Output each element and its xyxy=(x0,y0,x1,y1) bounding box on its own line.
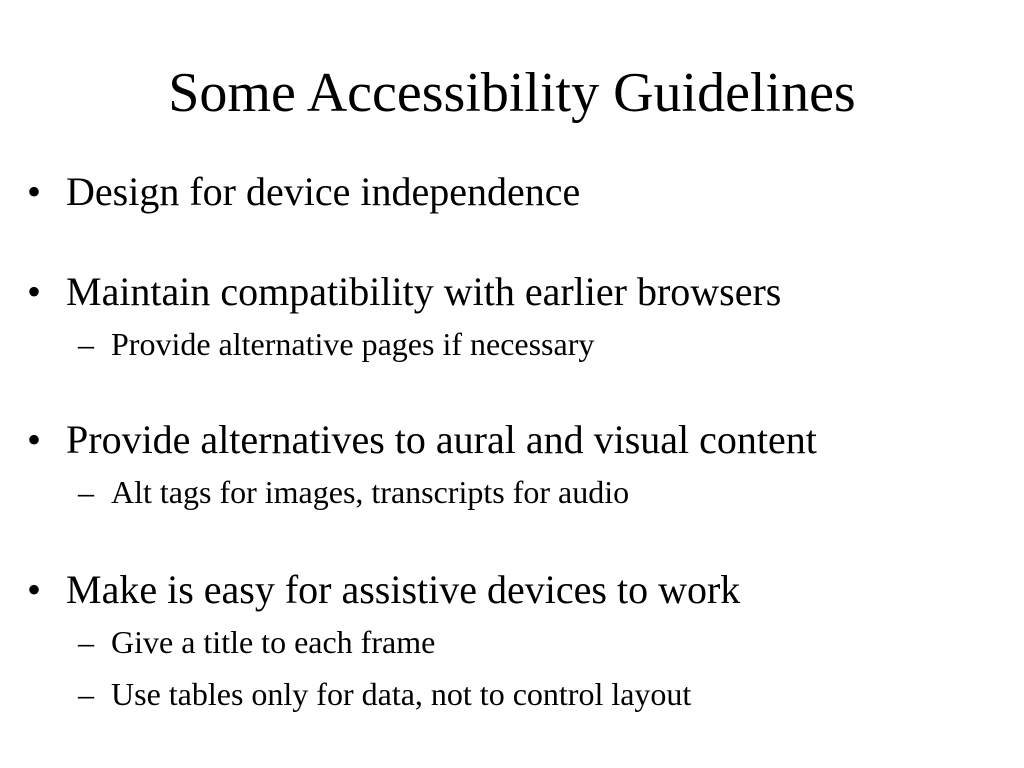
bullet-item xyxy=(0,266,1024,370)
bullet-text: Make is easy for assistive devices to work xyxy=(66,567,741,612)
bullet-line xyxy=(0,266,1024,318)
bullet-dot-icon: • xyxy=(27,269,42,314)
sub-bullet-text: Alt tags for images, transcripts for audio xyxy=(111,474,630,510)
bullet-text: Maintain compatibility with earlier browsers xyxy=(66,269,782,314)
bullet-item xyxy=(0,564,1024,720)
sub-bullet-text: Use tables only for data, not to control layout xyxy=(111,676,692,712)
bullet-text: Design for device independence xyxy=(66,169,581,214)
slide-title: Some Accessibility Guidelines xyxy=(168,62,856,124)
sub-bullet-text: Give a title to each frame xyxy=(111,624,436,660)
sub-bullet-text: Provide alternative pages if necessary xyxy=(111,326,595,362)
bullet-item xyxy=(0,166,1024,218)
bullet-line xyxy=(0,166,1024,218)
sub-bullet-line xyxy=(0,668,1024,720)
sub-bullet-line xyxy=(0,466,1024,518)
dash-icon: – xyxy=(78,326,94,362)
sub-bullet-line xyxy=(0,616,1024,668)
bullet-item xyxy=(0,414,1024,518)
bullet-text: Provide alternatives to aural and visual content xyxy=(66,417,817,462)
sub-bullet-line xyxy=(0,318,1024,370)
bullet-dot-icon: • xyxy=(27,567,42,612)
bullet-dot-icon: • xyxy=(27,169,42,214)
bullet-line xyxy=(0,414,1024,466)
bullet-line xyxy=(0,564,1024,616)
bullet-dot-icon: • xyxy=(27,417,42,462)
dash-icon: – xyxy=(78,624,94,660)
dash-icon: – xyxy=(78,474,94,510)
dash-icon: – xyxy=(78,676,94,712)
